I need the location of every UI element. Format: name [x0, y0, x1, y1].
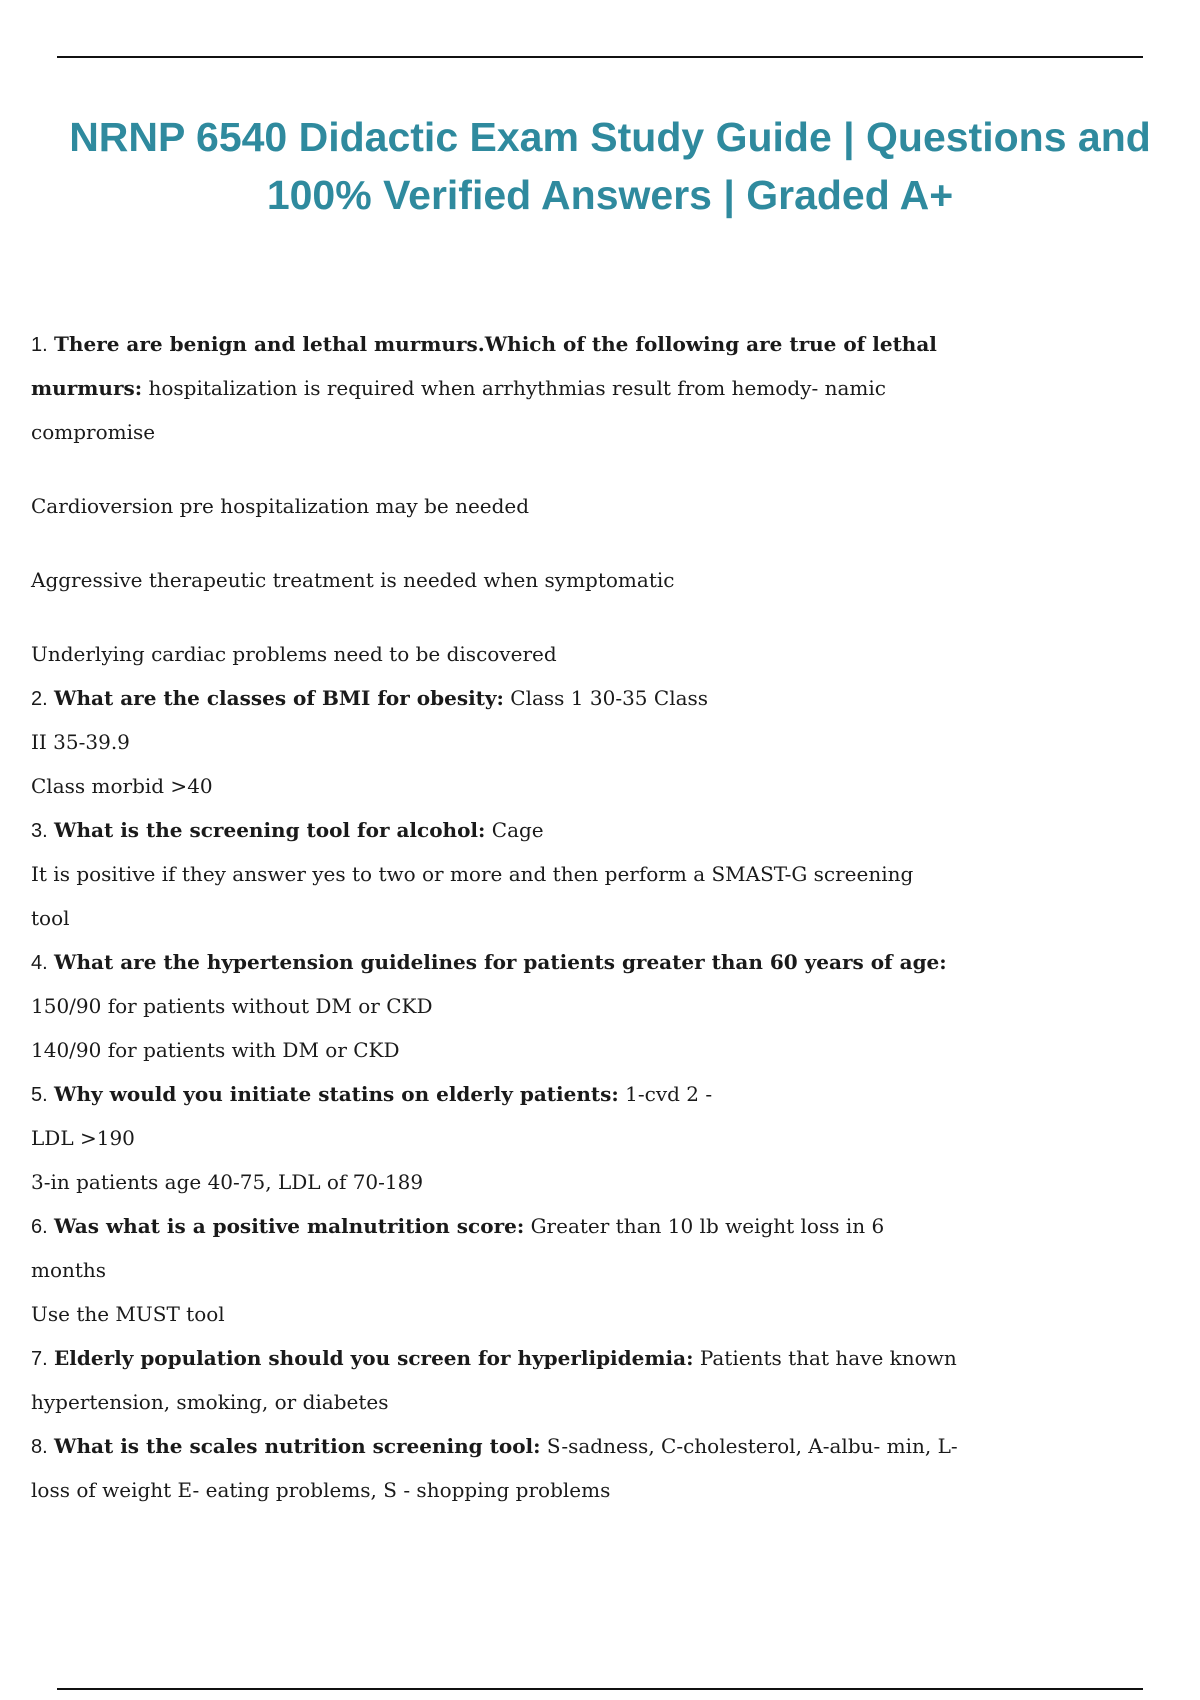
qa-item-8 [31, 1424, 1200, 1468]
answer-line: compromise [31, 420, 156, 444]
qa-list [31, 322, 1200, 1512]
qa-item-2 [31, 676, 1200, 720]
answer-line: Class morbid >40 [31, 774, 213, 798]
question-text: What are the classes of BMI for obesity: [54, 686, 504, 710]
title-line-2: 100% Verified Answers | Graded A+ [266, 172, 954, 218]
document-title [20, 108, 1200, 224]
title-line-1: NRNP 6540 Didactic Exam Study Guide | Questions and [69, 114, 1151, 160]
item-number: 1. [31, 334, 48, 356]
answer-text: 1-cvd 2 - [625, 1082, 713, 1106]
answer-line: 3-in patients age 40-75, LDL of 70-189 [31, 1170, 424, 1194]
answer-line: It is positive if they answer yes to two or more and then perform a SMAST-G screening [31, 862, 914, 886]
question-text: What are the hypertension guidelines for patients greater than 60 years of age: [54, 950, 947, 974]
qa-item-6 [31, 1204, 1200, 1248]
qa-item-4 [31, 940, 1200, 984]
answer-text: Patients that have known [699, 1346, 957, 1370]
question-text: Why would you initiate statins on elderly patients: [54, 1082, 619, 1106]
question-text: There are benign and lethal murmurs.Which of the following are true of lethal [54, 332, 937, 356]
answer-text: Cage [491, 818, 544, 842]
answer-line: Underlying cardiac problems need to be discovered [31, 642, 557, 666]
item-number: 4. [31, 952, 48, 974]
top-divider [57, 56, 1143, 58]
qa-item-3 [31, 808, 1200, 852]
qa-item-7 [31, 1336, 1200, 1380]
question-text: What is the scales nutrition screening tool: [54, 1434, 541, 1458]
answer-line: hypertension, smoking, or diabetes [31, 1390, 389, 1414]
question-text: What is the screening tool for alcohol: [54, 818, 486, 842]
item-number: 8. [31, 1436, 48, 1458]
answer-line: 150/90 for patients without DM or CKD [31, 994, 433, 1018]
answer-line: months [31, 1258, 107, 1282]
answer-line: LDL >190 [31, 1126, 135, 1150]
answer-line: Aggressive therapeutic treatment is needed when symptomatic [31, 568, 675, 592]
item-number: 3. [31, 820, 48, 842]
answer-text: hospitalization is required when arrhythmias result from hemody- namic [148, 376, 886, 400]
answer-line: II 35-39.9 [31, 730, 130, 754]
qa-item-1-line-2 [31, 366, 1200, 410]
answer-text: S-sadness, C-cholesterol, A-albu- min, L- [546, 1434, 958, 1458]
qa-item-1-line-1 [31, 322, 1200, 366]
item-number: 6. [31, 1216, 48, 1238]
answer-line: Cardioversion pre hospitalization may be needed [31, 494, 530, 518]
answer-line: Use the MUST tool [31, 1302, 225, 1326]
question-text-continued: murmurs: [31, 376, 143, 400]
qa-item-5 [31, 1072, 1200, 1116]
answer-line: loss of weight E- eating problems, S - shopping problems [31, 1478, 611, 1502]
answer-text: Greater than 10 lb weight loss in 6 [530, 1214, 885, 1238]
answer-line: tool [31, 906, 70, 930]
question-text: Was what is a positive malnutrition score: [54, 1214, 525, 1238]
answer-line: 140/90 for patients with DM or CKD [31, 1038, 400, 1062]
item-number: 7. [31, 1348, 48, 1370]
answer-text: Class 1 30-35 Class [510, 686, 709, 710]
question-text: Elderly population should you screen for hyperlipidemia: [54, 1346, 694, 1370]
item-number: 5. [31, 1084, 48, 1106]
bottom-divider [57, 1688, 1143, 1690]
item-number: 2. [31, 688, 48, 710]
